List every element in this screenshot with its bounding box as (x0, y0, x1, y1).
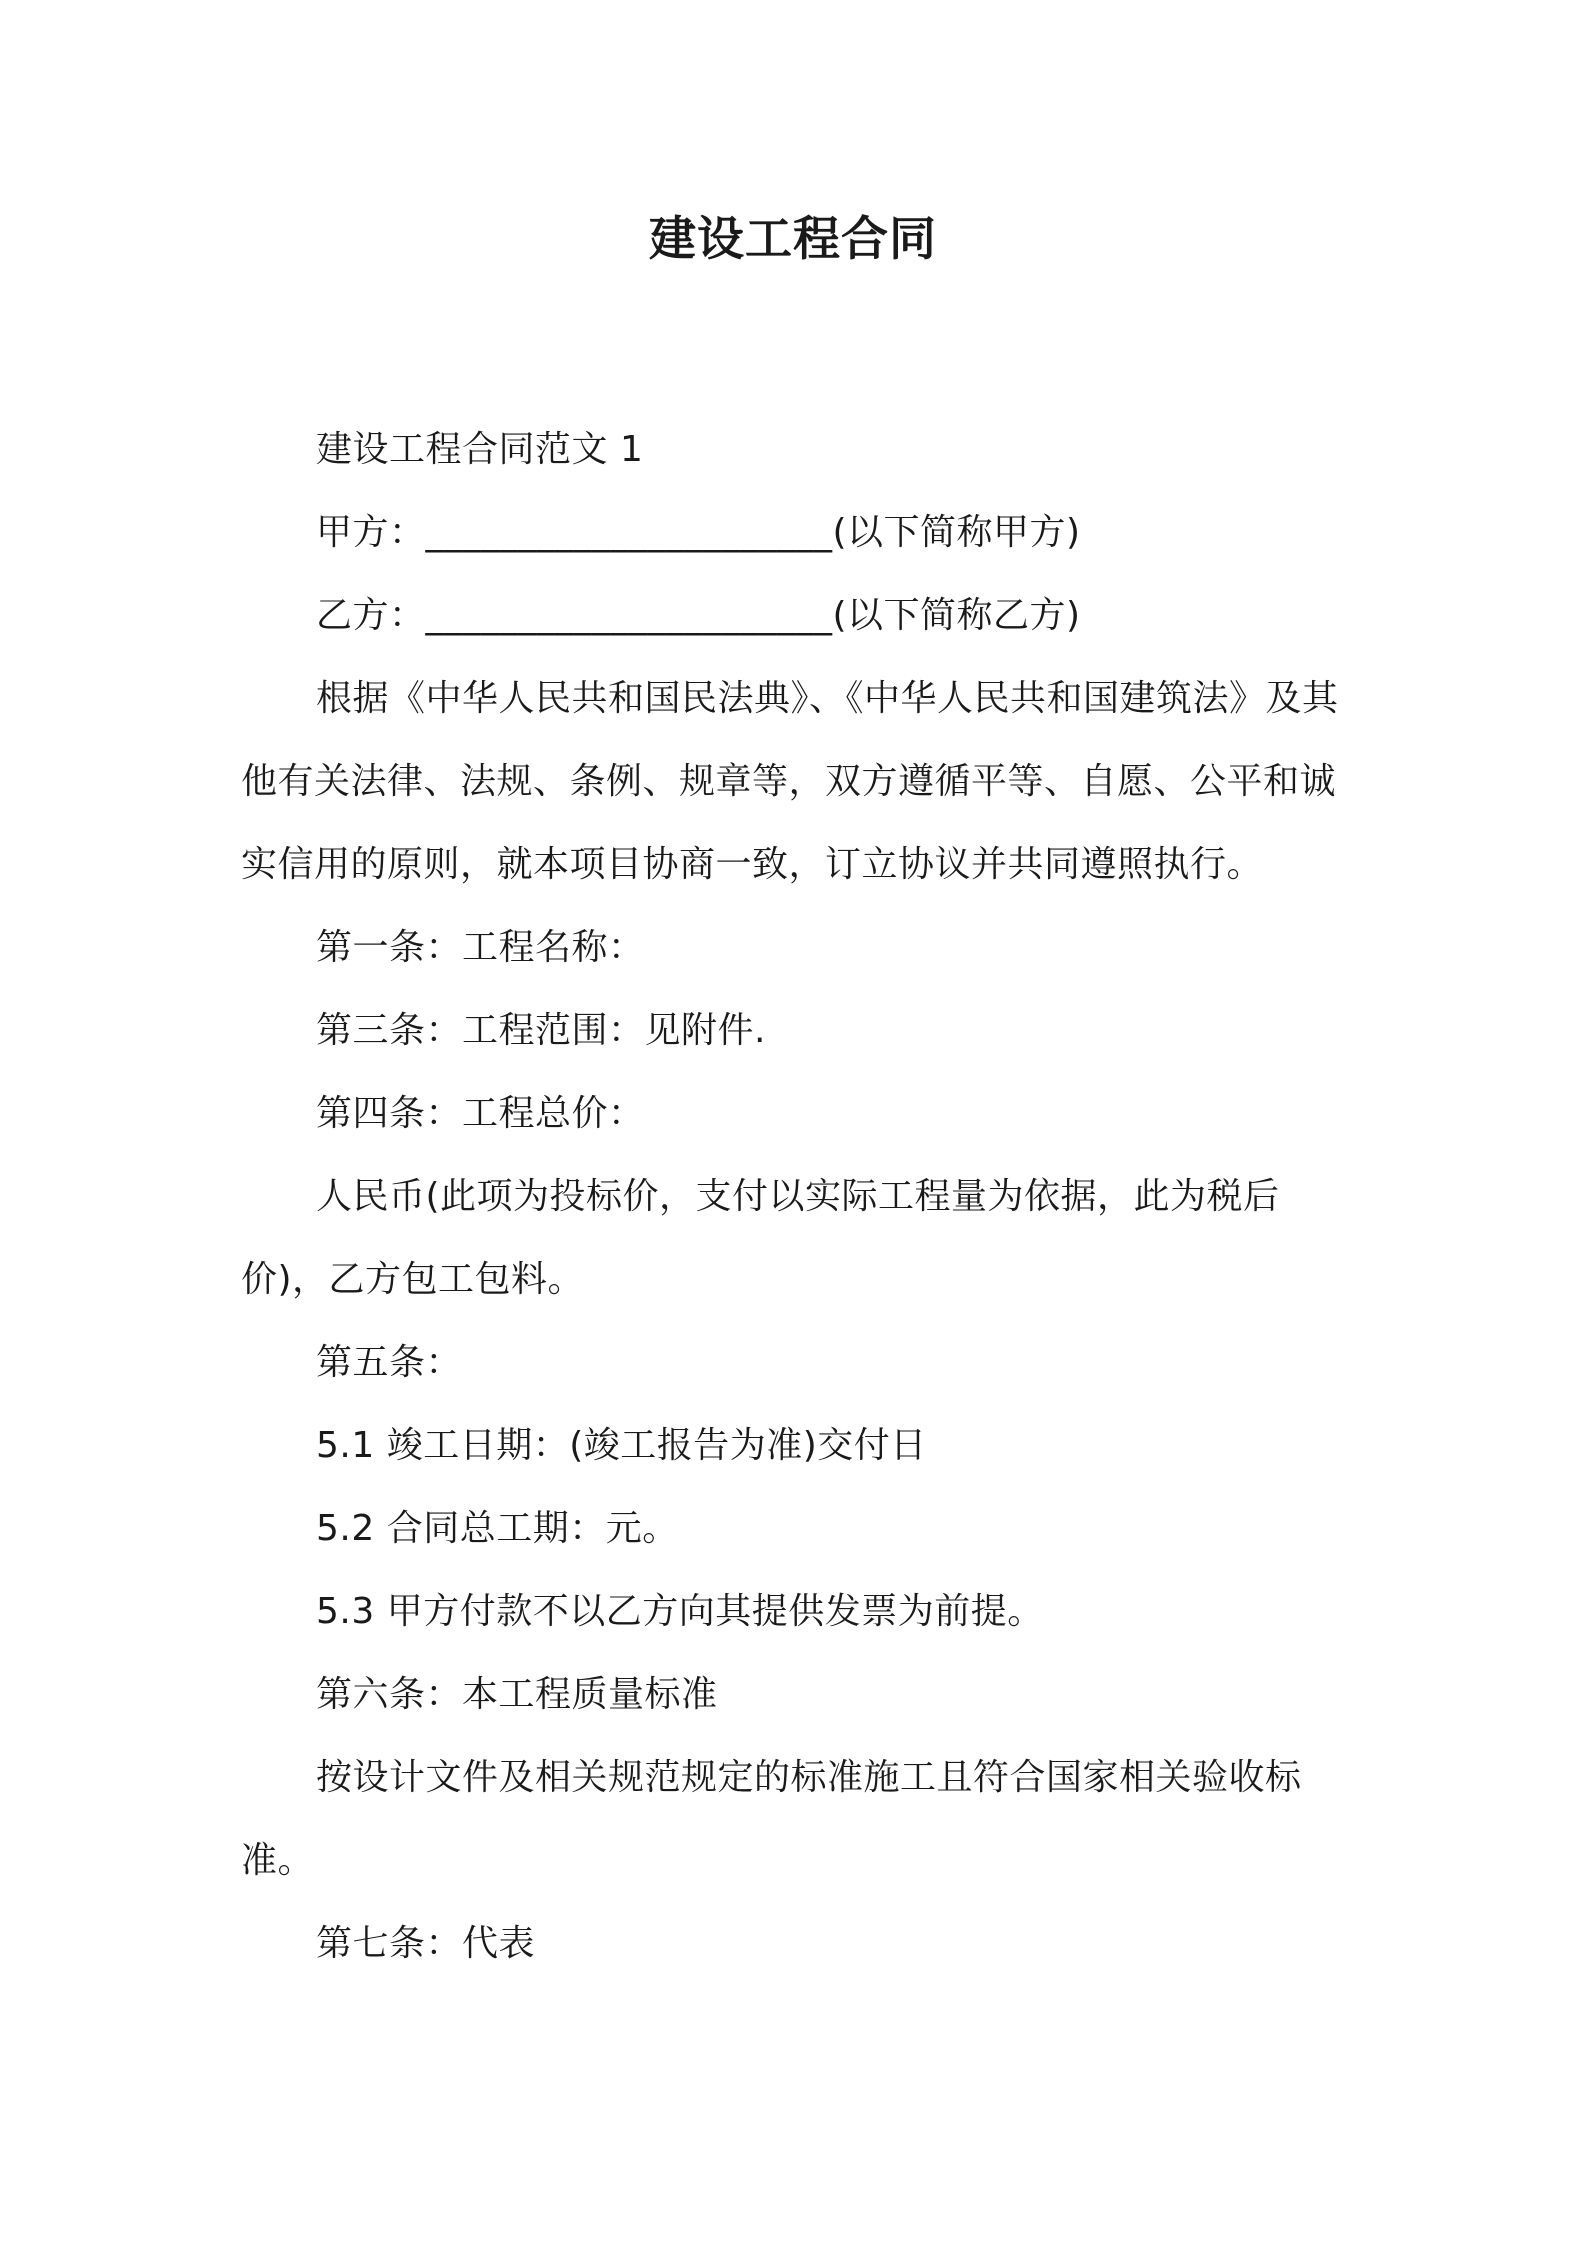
price-paragraph: 人民币(此项为投标价，支付以实际工程量为依据，此为税后价)，乙方包工包料。 (241, 1176, 1280, 1300)
preamble-paragraph: 根据《中华人民共和国民法典》、《中华人民共和国建筑法》及其他有关法律、法规、条例、规章等，双方遵循平等、自愿、公平和诚实信用的原则，就本项目协商一致，订立协议并共同遵照执行。 (241, 678, 1339, 885)
party-a-line: 甲方：______________________(以下简称甲方) (316, 512, 1081, 553)
quality-paragraph: 按设计文件及相关规范规定的标准施工且符合国家相关验收标准。 (241, 1757, 1302, 1881)
clause-5-2: 5.2 合同总工期：元。 (316, 1508, 679, 1549)
article-7: 第七条：代表 (316, 1923, 536, 1964)
article-5: 第五条： (316, 1342, 463, 1383)
article-4: 第四条：工程总价： (316, 1093, 645, 1134)
clause-5-1: 5.1 竣工日期：(竣工报告为准)交付日 (316, 1425, 927, 1466)
article-3: 第三条：工程范围：见附件. (316, 1010, 766, 1051)
document-body (241, 408, 1359, 1985)
section-heading: 建设工程合同范文 1 (316, 429, 644, 470)
document-title: 建设工程合同 (649, 212, 937, 267)
party-b-line: 乙方：______________________(以下简称乙方) (316, 595, 1081, 636)
article-6: 第六条：本工程质量标准 (316, 1674, 718, 1715)
article-1: 第一条：工程名称： (316, 927, 645, 968)
clause-5-3: 5.3 甲方付款不以乙方向其提供发票为前提。 (316, 1591, 1044, 1632)
